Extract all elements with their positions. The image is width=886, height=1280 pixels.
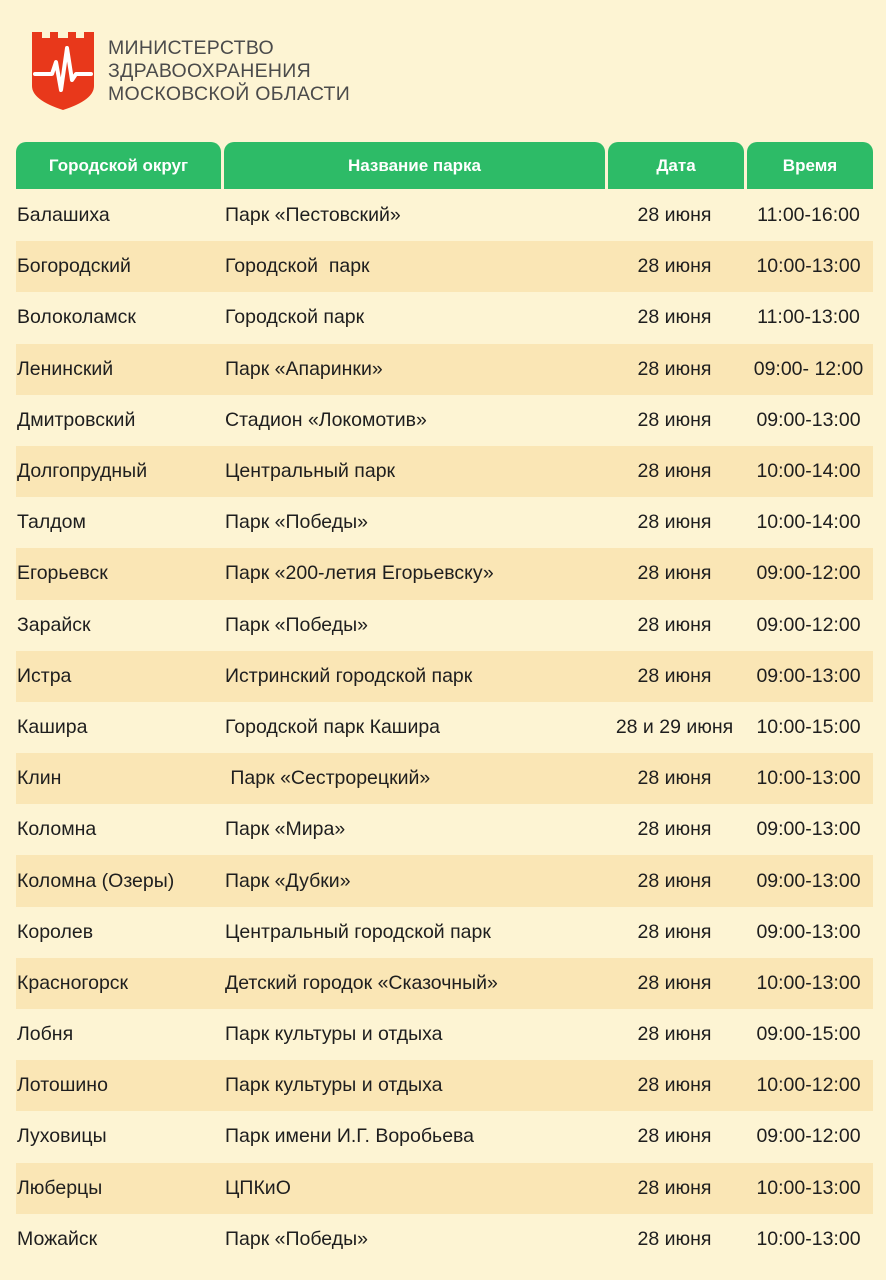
time-cell: 09:00-15:00 bbox=[756, 1023, 861, 1046]
date-cell: 28 июня bbox=[637, 1125, 712, 1148]
park-name-cell: Парк имени И.Г. Воробьева bbox=[225, 1125, 475, 1148]
table-row bbox=[16, 1214, 873, 1265]
date-cell: 28 июня bbox=[637, 1074, 712, 1097]
park-name-cell: Парк культуры и отдыха bbox=[225, 1023, 443, 1046]
time-cell: 10:00-13:00 bbox=[756, 255, 861, 278]
date-cell: 28 июня bbox=[637, 613, 712, 636]
district-cell: Луховицы bbox=[17, 1125, 107, 1148]
park-name-cell: Парк «Апаринки» bbox=[225, 357, 383, 380]
table-row bbox=[16, 292, 873, 343]
ministry-name-line: МИНИСТЕРСТВО bbox=[108, 36, 274, 59]
date-cell: 28 июня bbox=[637, 1227, 712, 1250]
column-header-date: Дата bbox=[608, 142, 744, 189]
park-name-cell: Парк «Победы» bbox=[225, 613, 368, 636]
date-cell: 28 июня bbox=[637, 306, 712, 329]
park-name-cell: Центральный городской парк bbox=[225, 920, 491, 943]
date-cell: 28 июня bbox=[637, 255, 712, 278]
ministry-shield-icon bbox=[30, 30, 96, 112]
table-row bbox=[16, 753, 873, 804]
date-cell: 28 июня bbox=[637, 767, 712, 790]
date-cell: 28 июня bbox=[637, 460, 712, 483]
header bbox=[30, 30, 350, 112]
time-cell: 10:00-13:00 bbox=[756, 971, 861, 994]
table-row bbox=[16, 1009, 873, 1060]
table-row bbox=[16, 1060, 873, 1111]
date-cell: 28 июня bbox=[637, 971, 712, 994]
column-header-district: Городской округ bbox=[16, 142, 221, 189]
park-name-cell: Парк «Победы» bbox=[225, 1227, 368, 1250]
time-cell: 11:00-13:00 bbox=[757, 306, 860, 329]
date-cell: 28 июня bbox=[637, 562, 712, 585]
time-cell: 10:00-14:00 bbox=[756, 511, 861, 534]
table-row bbox=[16, 651, 873, 702]
district-cell: Талдом bbox=[17, 511, 86, 534]
table-header bbox=[16, 142, 873, 189]
date-cell: 28 и 29 июня bbox=[615, 715, 734, 738]
park-name-cell: Парк «Победы» bbox=[225, 511, 368, 534]
table-body bbox=[16, 190, 873, 1265]
date-cell: 28 июня bbox=[637, 920, 712, 943]
park-name-cell: Городской парк bbox=[225, 306, 365, 329]
district-cell: Кашира bbox=[17, 715, 88, 738]
district-cell: Волоколамск bbox=[17, 306, 136, 329]
time-cell: 09:00-13:00 bbox=[756, 920, 861, 943]
park-name-cell: Центральный парк bbox=[225, 460, 396, 483]
time-cell: 10:00-12:00 bbox=[756, 1074, 861, 1097]
table-row bbox=[16, 855, 873, 906]
table-row bbox=[16, 548, 873, 599]
time-cell: 09:00-13:00 bbox=[756, 664, 861, 687]
district-cell: Лобня bbox=[17, 1023, 74, 1046]
time-cell: 09:00-12:00 bbox=[756, 613, 861, 636]
district-cell: Богородский bbox=[17, 255, 131, 278]
ministry-name-line: ЗДРАВООХРАНЕНИЯ bbox=[108, 59, 311, 82]
park-name-cell: Парк культуры и отдыха bbox=[225, 1074, 443, 1097]
time-cell: 10:00-14:00 bbox=[756, 460, 861, 483]
district-cell: Балашиха bbox=[17, 204, 110, 227]
time-cell: 11:00-16:00 bbox=[757, 204, 860, 227]
park-name-cell: Парк «Дубки» bbox=[225, 869, 351, 892]
district-cell: Коломна (Озеры) bbox=[17, 869, 175, 892]
table-row bbox=[16, 497, 873, 548]
district-cell: Красногорск bbox=[17, 971, 129, 994]
time-cell: 10:00-13:00 bbox=[756, 1227, 861, 1250]
table-row bbox=[16, 958, 873, 1009]
park-name-cell: Городской парк Кашира bbox=[225, 715, 441, 738]
date-cell: 28 июня bbox=[637, 664, 712, 687]
district-cell: Клин bbox=[17, 767, 62, 790]
district-cell: Дмитровский bbox=[17, 408, 136, 431]
date-cell: 28 июня bbox=[637, 511, 712, 534]
table-row bbox=[16, 702, 873, 753]
park-name-cell: Парк «Сестрорецкий» bbox=[225, 767, 431, 790]
park-name-cell: Городской парк bbox=[225, 255, 370, 278]
table-row bbox=[16, 190, 873, 241]
park-name-cell: Детский городок «Сказочный» bbox=[225, 971, 498, 994]
park-name-cell: ЦПКиО bbox=[225, 1176, 291, 1199]
time-cell: 10:00-13:00 bbox=[756, 1176, 861, 1199]
park-name-cell: Парк «Мира» bbox=[225, 818, 346, 841]
ministry-name bbox=[108, 37, 350, 106]
park-name-cell: Истринский городской парк bbox=[225, 664, 473, 687]
district-cell: Можайск bbox=[17, 1227, 98, 1250]
date-cell: 28 июня bbox=[637, 408, 712, 431]
district-cell: Королев bbox=[17, 920, 94, 943]
time-cell: 09:00-12:00 bbox=[756, 562, 861, 585]
parks-schedule-table bbox=[16, 142, 873, 1265]
date-cell: 28 июня bbox=[637, 1176, 712, 1199]
table-row bbox=[16, 395, 873, 446]
time-cell: 09:00-13:00 bbox=[756, 408, 861, 431]
table-row bbox=[16, 1111, 873, 1162]
date-cell: 28 июня bbox=[637, 357, 712, 380]
district-cell: Люберцы bbox=[17, 1176, 103, 1199]
district-cell: Зарайск bbox=[17, 613, 91, 636]
district-cell: Лотошино bbox=[17, 1074, 108, 1097]
table-row bbox=[16, 446, 873, 497]
time-cell: 10:00-15:00 bbox=[756, 715, 861, 738]
date-cell: 28 июня bbox=[637, 204, 712, 227]
time-cell: 09:00- 12:00 bbox=[753, 357, 864, 380]
date-cell: 28 июня bbox=[637, 818, 712, 841]
table-row bbox=[16, 241, 873, 292]
table-row bbox=[16, 907, 873, 958]
district-cell: Истра bbox=[17, 664, 72, 687]
park-name-cell: Парк «Пестовский» bbox=[225, 204, 401, 227]
table-row bbox=[16, 344, 873, 395]
column-header-time: Время bbox=[747, 142, 873, 189]
time-cell: 09:00-13:00 bbox=[756, 818, 861, 841]
park-name-cell: Стадион «Локомотив» bbox=[225, 408, 427, 431]
table-row bbox=[16, 1163, 873, 1214]
district-cell: Егорьевск bbox=[17, 562, 108, 585]
park-name-cell: Парк «200-летия Егорьевску» bbox=[225, 562, 494, 585]
district-cell: Коломна bbox=[17, 818, 97, 841]
date-cell: 28 июня bbox=[637, 1023, 712, 1046]
time-cell: 10:00-13:00 bbox=[756, 767, 861, 790]
table-row bbox=[16, 600, 873, 651]
district-cell: Ленинский bbox=[17, 357, 114, 380]
ministry-name-line: МОСКОВСКОЙ ОБЛАСТИ bbox=[108, 82, 351, 105]
district-cell: Долгопрудный bbox=[17, 460, 148, 483]
column-header-park: Название парка bbox=[224, 142, 605, 189]
table-row bbox=[16, 804, 873, 855]
time-cell: 09:00-12:00 bbox=[756, 1125, 861, 1148]
time-cell: 09:00-13:00 bbox=[756, 869, 861, 892]
date-cell: 28 июня bbox=[637, 869, 712, 892]
